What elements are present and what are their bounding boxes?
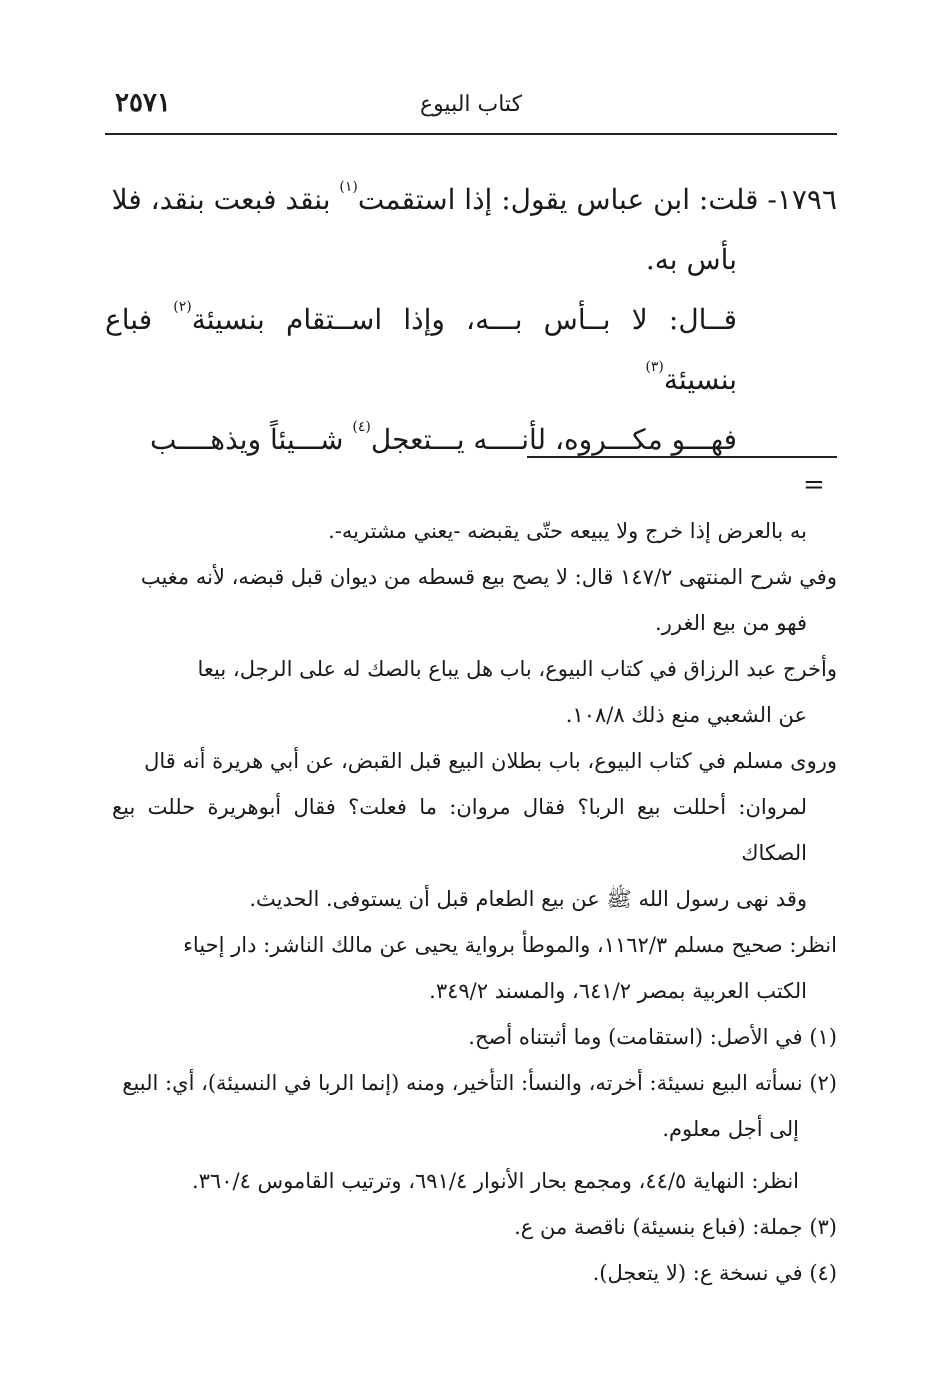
note-line: عن الشعبي منع ذلك ١٠٨/٨. (565, 703, 807, 727)
main-line-4-text: فهـــو مكـــروه، لأنــــه يـــتعجل (370, 423, 737, 456)
footnote-1: (١) في الأصل: (استقامت) وما أثبتناه أصح. (468, 1025, 837, 1049)
note-line: وقد نهى رسول الله ﷺ عن بيع الطعام قبل أن يستوفى. الحديث. (249, 887, 807, 911)
main-line-4-rest: شـــيئاً ويذهــــب (150, 423, 353, 456)
note-line: لمروان: أحللت بيع الربا؟ فقال مروان: ما فعلت؟ فقال أبوهريرة حللت بيع الصكاك (112, 795, 807, 865)
main-line-3-rest: فباع بنسيئة (105, 303, 737, 396)
note-line: وفي شرح المنتهى ١٤٧/٢ قال: لا يصح بيع قسطه من ديوان قبل قبضه، لأنه مغيب (140, 565, 837, 589)
main-line-3 (105, 290, 837, 410)
footnotes (112, 508, 837, 1296)
page-header (105, 88, 837, 128)
footnote-4: (٤) في نسخة ع: (لا يتعجل). (592, 1261, 837, 1285)
footnote-rule (527, 456, 837, 458)
footnote-ref-3: (٣) (645, 358, 664, 375)
note-line: فهو من بيع الغرر. (655, 611, 807, 635)
footnote-ref-1: (١) (339, 178, 358, 195)
main-line-4 (105, 410, 837, 470)
header-rule (105, 133, 837, 135)
footnote-ref-2: (٢) (173, 298, 192, 315)
note-line: وأخرج عبد الرزاق في كتاب البيوع، باب هل يباع بالصك له على الرجل، بيعا (197, 657, 837, 681)
footnote-2: (٢) نسأته البيع نسيئة: أخرته، والنسأ: التأخير، ومنه (إنما الربا في النسيئة)، أي: البيع (122, 1071, 837, 1095)
note-line: انظر: صحيح مسلم ١١٦٢/٣، والموطأ برواية يحيى عن مالك الناشر: دار إحياء (183, 933, 837, 957)
footnote-ref-4: (٤) (352, 418, 371, 435)
continuation-marker: = (803, 470, 825, 500)
note-line: وروى مسلم في كتاب البيوع، باب بطلان البيع قبل القبض، عن أبي هريرة أنه قال (144, 749, 837, 773)
note-line: الكتب العربية بمصر ٦٤١/٢، والمسند ٣٤٩/٢. (429, 979, 807, 1003)
main-line-1-text: ١٧٩٦- قلت: ابن عباس يقول: إذا استقمت (357, 183, 837, 216)
main-line-1 (105, 170, 837, 230)
note-line: به بالعرض إذا خرج ولا يبيعه حتّى يقبضه -يعني مشتريه-. (328, 519, 807, 543)
footnote-2-cont: إلى أجل معلوم. (662, 1117, 799, 1141)
main-text (105, 170, 837, 470)
footnote-3: (٣) جملة: (فباع بنسيئة) ناقصة من ع. (514, 1215, 837, 1239)
page-title: كتاب البيوع (419, 92, 523, 117)
main-line-1-rest: بنقد فبعت بنقد، فلا (111, 183, 340, 216)
main-line-3-text: قــال: لا بــأس بـــه، وإذا اســتقام بنسيئة (191, 303, 737, 336)
main-line-2: بأس به. (645, 243, 737, 276)
footnote-2-ref: انظر: النهاية ٤٤/٥، ومجمع بحار الأنوار ٦٩١/٤، وترتيب القاموس ٣٦٠/٤. (191, 1169, 799, 1193)
page-number: ٢٥٧١ (115, 88, 171, 118)
